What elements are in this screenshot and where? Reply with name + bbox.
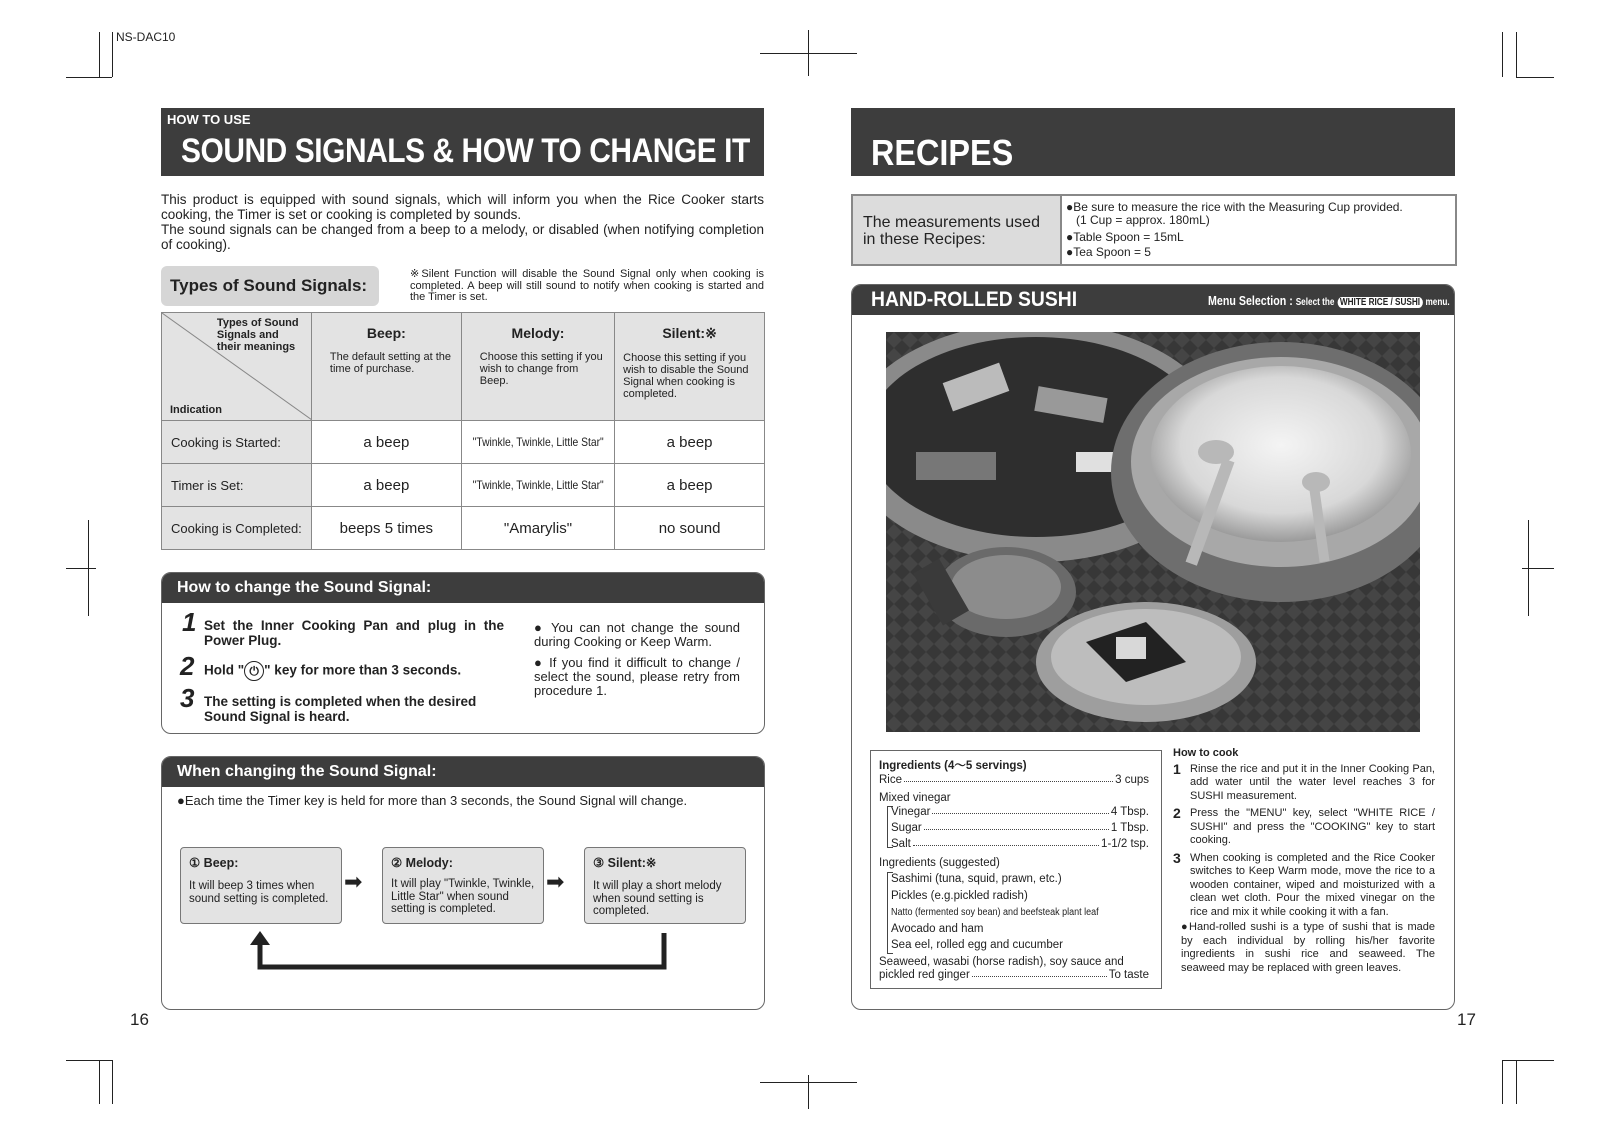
crop-mark — [1516, 77, 1554, 78]
types-heading: Types of Sound Signals: — [161, 266, 379, 306]
measurement-item: ●Tea Spoon = 5 — [1066, 245, 1151, 259]
ingredient-qty: 1 Tbsp. — [1110, 822, 1149, 834]
note-item: ● If you find it difficult to change / select the sound, please retry from procedure 1. — [534, 655, 740, 698]
step-text: Set the Inner Cooking Pan and plug in the Power Plug. — [204, 618, 504, 648]
recipes-title: RECIPES — [871, 132, 1014, 173]
table-row — [162, 421, 765, 464]
cell-silent: a beep — [615, 464, 765, 507]
ingredient-qty: 4 Tbsp. — [1110, 806, 1149, 818]
col-melody — [461, 313, 614, 421]
col-name: Beep: — [366, 325, 406, 341]
cell-melody: "Amarylis" — [461, 507, 614, 550]
timer-key-icon: ⏻ — [244, 661, 264, 681]
crop-mark — [808, 30, 809, 76]
crop-mark — [1522, 568, 1554, 569]
ingredient-name: Sugar — [891, 822, 922, 834]
cell-beep: a beep — [311, 464, 461, 507]
cook-step — [1173, 849, 1435, 920]
how-to-cook — [1173, 747, 1435, 975]
ingredient-qty: To taste — [1108, 969, 1149, 981]
crop-mark — [1528, 520, 1529, 616]
menu-selection — [1208, 293, 1450, 308]
mode-melody-card — [382, 847, 544, 924]
measurements-label: The measurements used in these Recipes: — [863, 214, 1040, 248]
cell-beep: beeps 5 times — [311, 507, 461, 550]
mixed-vinegar-label: Mixed vinegar — [879, 792, 951, 804]
recipe-title-bar — [852, 285, 1454, 315]
model-code: NS-DAC10 — [116, 30, 176, 44]
row-label: Timer is Set: — [162, 464, 312, 507]
cell-melody: "Twinkle, Twinkle, Little Star" — [472, 478, 604, 492]
measurement-item: ●Be sure to measure the rice with the Measuring Cup provided. — [1066, 200, 1403, 214]
mode-beep-card — [180, 847, 342, 924]
note-item: ● You can not change the sound during Cooking or Keep Warm. — [534, 620, 740, 649]
suggested-item: Pickles (e.g.pickled radish) — [891, 890, 1028, 902]
return-arrow-icon — [242, 929, 672, 979]
ingredient-qty: 1-1/2 tsp. — [1101, 838, 1149, 850]
when-changing-box — [161, 756, 765, 1010]
intro-text — [161, 192, 764, 252]
page-title: SOUND SIGNALS & HOW TO CHANGE IT — [181, 132, 750, 170]
ingredient-rice — [879, 774, 1149, 786]
mode-desc: It will beep 3 times when sound setting is completed. — [189, 880, 329, 905]
cook-step-text: Press the "MENU" key, select "WHITE RICE / SUSHI" and press the "COOKING" key to start cooking. — [1190, 807, 1435, 846]
corner-top-label: Types of Sound Signals and their meanings — [216, 317, 299, 353]
col-silent — [615, 313, 765, 421]
mode-title: ③ Silent:※ — [593, 856, 657, 870]
page-number: 17 — [1457, 1010, 1476, 1029]
note-text: You can not change the sound during Cooking or Keep Warm. — [534, 620, 740, 649]
mode-desc: It will play a short melody when sound setting is completed. — [593, 880, 722, 917]
crop-mark — [66, 77, 112, 78]
how-to-change-title: How to change the Sound Signal: — [162, 573, 764, 603]
suggested-label: Ingredients (suggested) — [879, 857, 1000, 869]
crop-mark — [99, 1060, 100, 1104]
menu-post: menu. — [1425, 297, 1450, 308]
page-number: 16 — [130, 1010, 149, 1029]
mode-desc: It will play "Twinkle, Twinkle, Little Star" when sound setting is completed. — [391, 878, 535, 915]
ingredient-name: Salt — [891, 838, 911, 850]
measurements-label-cell — [853, 196, 1062, 264]
crop-mark — [88, 520, 89, 616]
mode-silent-card — [584, 847, 746, 924]
step-text — [204, 661, 524, 681]
ingredients-box — [870, 750, 1162, 989]
cell-silent: a beep — [615, 421, 765, 464]
mode-title: ② Melody: — [391, 856, 453, 870]
crop-mark — [66, 568, 96, 569]
cook-step — [1173, 760, 1435, 804]
col-desc: Choose this setting if you wish to disable the Sound Signal when cooking is completed. — [623, 352, 749, 400]
arrow-right-icon: ➡ — [546, 869, 565, 894]
seaweed-line — [879, 969, 1149, 981]
header-kicker: HOW TO USE — [167, 112, 251, 127]
menu-pre: Select the — [1296, 297, 1335, 308]
seaweed-text: Seaweed, wasabi (horse radish), soy sauce and — [879, 956, 1124, 968]
col-beep — [311, 313, 461, 421]
col-name: Melody: — [511, 325, 565, 341]
mode-title: ① Beep: — [189, 856, 239, 870]
table-row — [162, 507, 765, 550]
crop-mark — [1502, 1060, 1503, 1104]
ingredient-name: pickled red ginger — [879, 969, 970, 981]
intro-paragraph: The sound signals can be changed from a beep to a melody, or disabled (when notifying completion of cooking). — [161, 222, 764, 252]
crop-mark — [1516, 1060, 1517, 1104]
crop-mark — [112, 32, 113, 77]
step-text: The setting is completed when the desired Sound Signal is heard. — [204, 694, 477, 724]
cell-beep: a beep — [311, 421, 461, 464]
suggested-item: Sea eel, rolled egg and cucumber — [891, 939, 1063, 951]
cycle-note: ●Each time the Timer key is held for more than 3 seconds, the Sound Signal will change. — [177, 793, 688, 808]
ingredient-salt — [891, 838, 1149, 850]
sushi-photo — [886, 332, 1420, 732]
intro-paragraph: This product is equipped with sound signals, which will inform you when the Rice Cooker starts cooking, the Timer is set or cooking is completed by sounds. — [161, 192, 764, 222]
left-header — [161, 108, 764, 176]
crop-mark — [1516, 32, 1517, 77]
note-text: If you find it difficult to change / select the sound, please retry from procedure 1. — [534, 655, 740, 698]
menu-label: Menu Selection : — [1208, 293, 1294, 308]
suggested-item: Natto (fermented soy bean) and beefsteak plant leaf — [891, 907, 1099, 918]
crop-mark — [808, 1075, 809, 1109]
recipe-tip: ●Hand-rolled sushi is a type of sushi that is made by each individual by rolling his/her favorite ingredients in sushi rice and seaweed. The seaweed may be replaced with green leaves. — [1181, 921, 1435, 974]
ingredient-qty: 3 cups — [1115, 774, 1149, 786]
ingredient-name: Vinegar — [891, 806, 931, 818]
cell-melody: "Twinkle, Twinkle, Little Star" — [472, 435, 604, 449]
measurement-item: (1 Cup = approx. 180mL) — [1076, 213, 1210, 227]
col-desc: The default setting at the time of purchase. — [329, 351, 452, 375]
measurements-box — [851, 194, 1457, 266]
step-text-post: " key for more than 3 seconds. — [264, 662, 462, 678]
ingredient-name: Rice — [879, 774, 903, 786]
recipe-title: HAND-ROLLED SUSHI — [871, 288, 1078, 311]
row-label: Cooking is Started: — [162, 421, 312, 464]
table-corner — [162, 313, 312, 421]
col-name: Silent:※ — [662, 325, 717, 341]
recipe-card — [851, 284, 1455, 1010]
silent-note: ※Silent Function will disable the Sound Signal only when cooking is completed. A beep will still sound to notify when cooking is started and the Timer is set. — [410, 268, 764, 303]
step-text-pre: Hold " — [204, 662, 245, 678]
cook-step-number: 2 — [1173, 805, 1181, 821]
row-label: Cooking is Completed: — [162, 507, 312, 550]
crop-mark — [112, 1060, 113, 1104]
cell-silent: no sound — [615, 507, 765, 550]
crop-mark — [99, 32, 100, 77]
col-desc: Choose this setting if you wish to change from Beep. — [479, 351, 603, 387]
how-to-cook-title: How to cook — [1173, 747, 1239, 759]
ingredient-sugar — [891, 822, 1149, 834]
ingredients-title: Ingredients (4〜5 servings) — [879, 760, 1027, 772]
cook-step — [1173, 807, 1435, 848]
menu-key-badge: WHITE RICE / SUSHI — [1338, 297, 1423, 308]
cook-step-text: When cooking is completed and the Rice Cooker switches to Keep Warm mode, move the rice to a wooden container, wiped and moisturized with a clean wet cloth. Pour the mixed vinegar on the rice and mix it while cooking it with a fan. — [1190, 851, 1435, 918]
cook-step-number: 3 — [1173, 849, 1181, 866]
suggested-item: Avocado and ham — [891, 923, 984, 935]
arrow-right-icon: ➡ — [344, 869, 363, 894]
step-number: 3 — [180, 683, 195, 713]
how-to-change-box — [161, 572, 765, 734]
ingredient-vinegar — [891, 806, 1149, 818]
crop-mark — [1502, 1060, 1554, 1061]
suggested-item: Sashimi (tuna, squid, prawn, etc.) — [891, 873, 1062, 885]
crop-mark — [1502, 32, 1503, 77]
corner-bottom-label: Indication — [170, 404, 222, 416]
measurements-list — [1066, 201, 1403, 259]
table-row — [162, 464, 765, 507]
sound-signal-table — [161, 312, 765, 550]
crop-mark — [66, 1060, 112, 1061]
cook-step-number: 1 — [1173, 760, 1181, 777]
step-number: 1 — [182, 607, 197, 637]
step-number: 2 — [180, 651, 195, 681]
measurement-item: ●Table Spoon = 15mL — [1066, 230, 1184, 244]
right-header — [851, 108, 1455, 176]
when-changing-title: When changing the Sound Signal: — [162, 757, 764, 787]
cook-step-text: Rinse the rice and put it in the Inner Cooking Pan, add water until the water level reaches 3 for SUSHI measurement. — [1190, 762, 1435, 802]
